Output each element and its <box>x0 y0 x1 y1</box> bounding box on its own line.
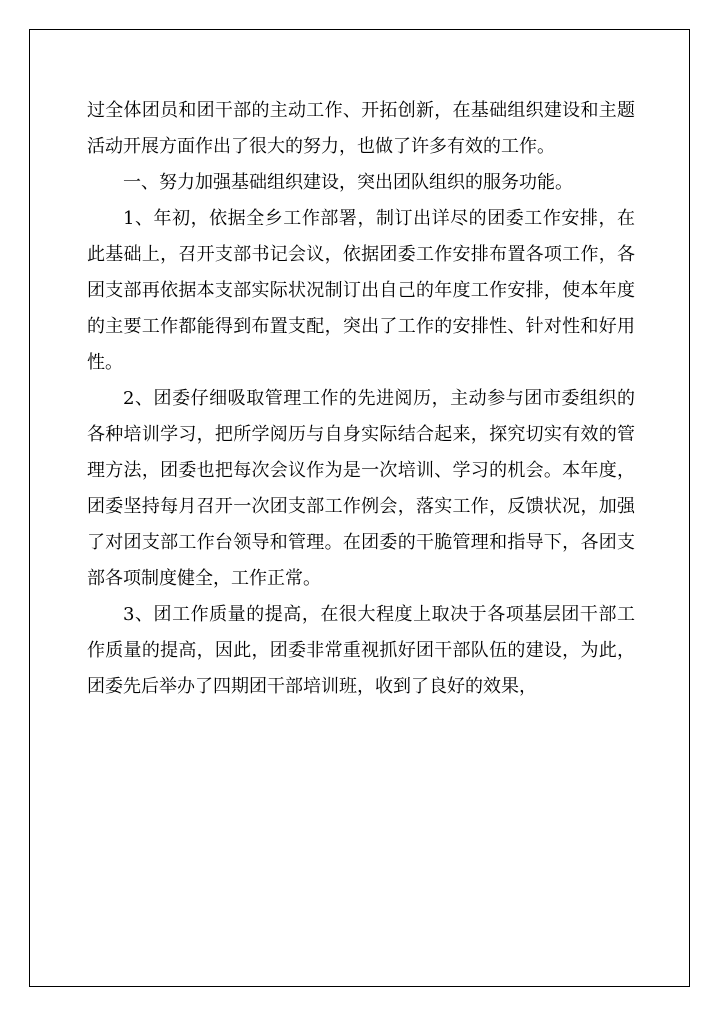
document-body <box>87 93 635 705</box>
paragraph-item-2: 2、团委仔细吸取管理工作的先进阅历，主动参与团市委组织的各种培训学习，把所学阅历与自身实际结合起来，探究切实有效的管理方法，团委也把每次会议作为是一次培训、学习的机会。本年度，团委坚持每月召开一次团支部工作例会，落实工作，反馈状况，加强了对团支部工作台领导和管理。在团委的干脆管理和指导下，各团支部各项制度健全，工作正常。 <box>87 388 635 589</box>
paragraph-item-3: 3、团工作质量的提高，在很大程度上取决于各项基层团干部工作质量的提高，因此，团委非常重视抓好团干部队伍的建设，为此，团委先后举办了四期团干部培训班，收到了良好的效果， <box>87 604 635 697</box>
paragraph-intro: 过全体团员和团干部的主动工作、开拓创新，在基础组织建设和主题活动开展方面作出了很大的努力，也做了许多有效的工作。 <box>87 100 635 157</box>
section-heading-1: 一、努力加强基础组织建设，突出团队组织的服务功能。 <box>123 172 573 193</box>
paragraph-item-1: 1、年初，依据全乡工作部署，制订出详尽的团委工作安排，在此基础上，召开支部书记会议，依据团委工作安排布置各项工作，各团支部再依据本支部实际状况制订出自己的年度工作安排，使本年度的主要工作都能得到布置支配，突出了工作的安排性、针对性和好用性。 <box>87 208 635 373</box>
